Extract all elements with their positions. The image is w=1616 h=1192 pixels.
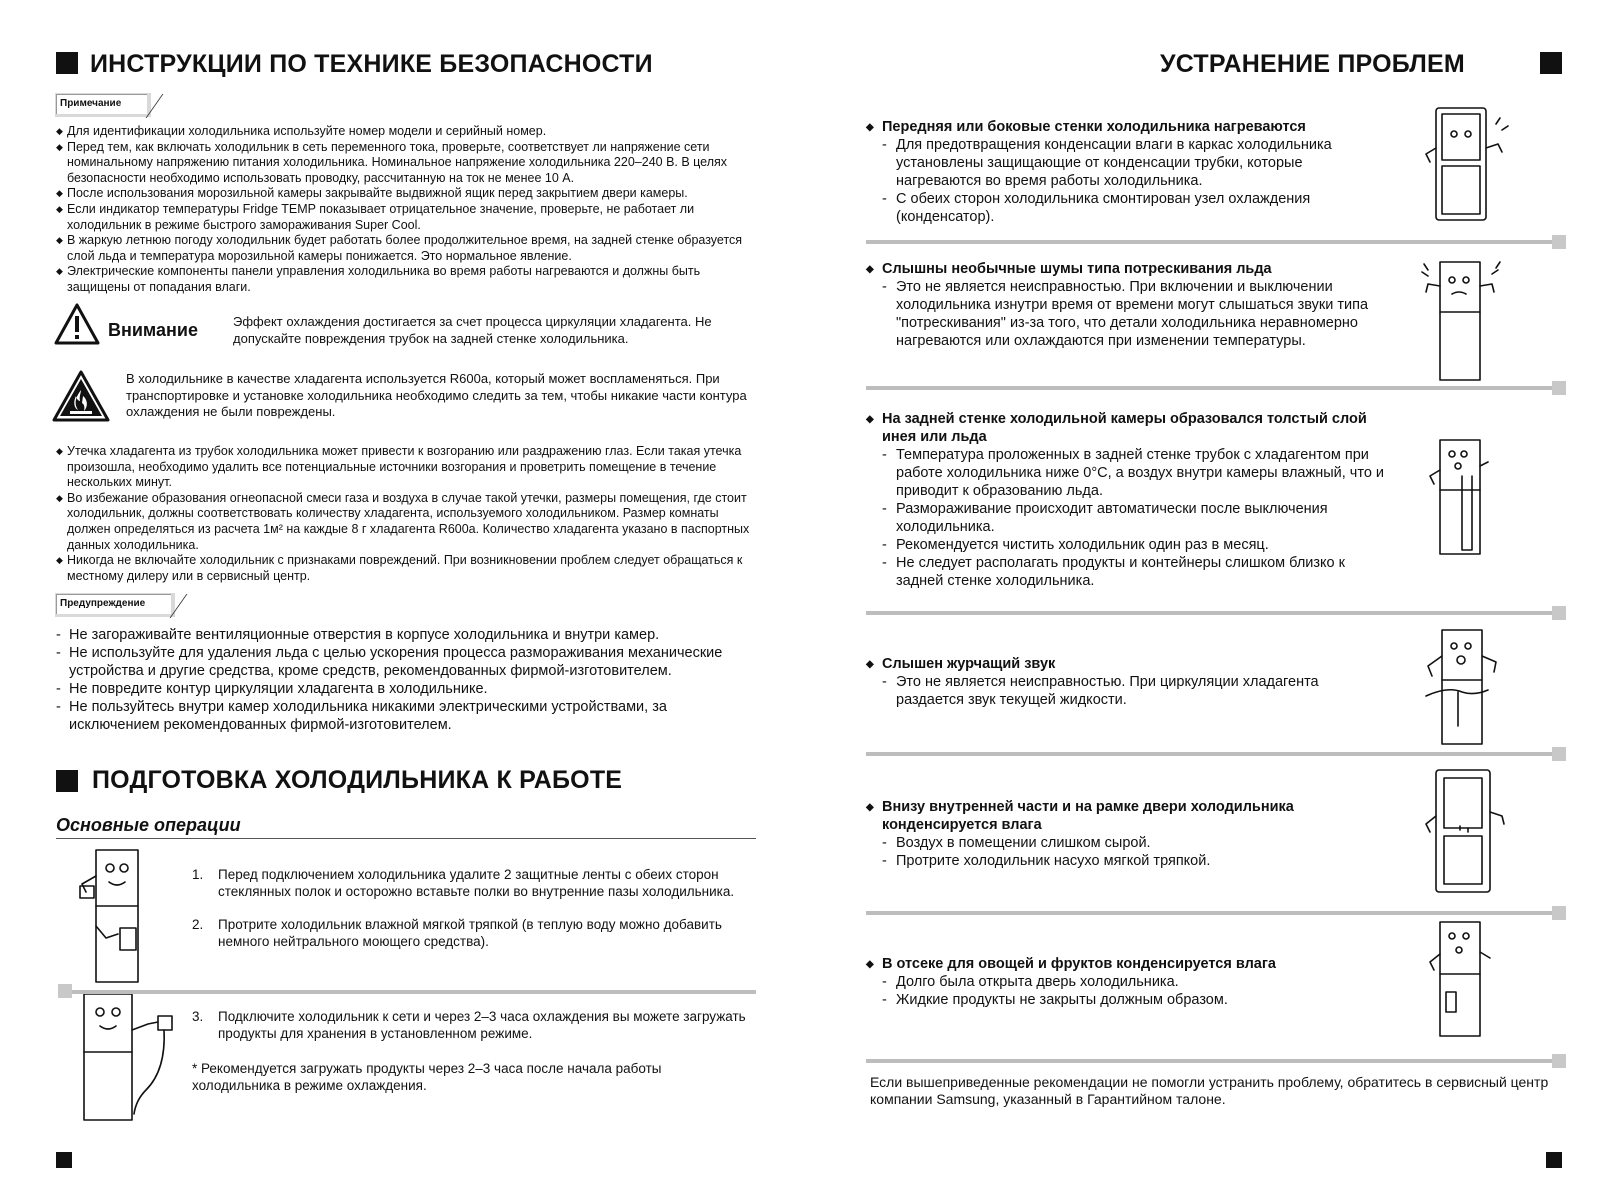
problem-line: - Для предотвращения конденсации влаги в каркас холодильника установлены защищающие от конденсации трубки, которые нагреваются во время работы холодильника. xyxy=(866,136,1386,190)
divider-marker xyxy=(1552,381,1566,395)
safety-title: ИНСТРУКЦИИ ПО ТЕХНИКЕ БЕЗОПАСНОСТИ xyxy=(90,50,653,78)
problem-title: ◆ Слышны необычные шумы типа потрескивания льда xyxy=(866,260,1386,278)
leak-item: ◆ Никогда не включайте холодильник с признаками повреждений. При возникновении проблем следует обращаться к местному дилеру или в сервисный центр. xyxy=(56,553,764,584)
warning-list xyxy=(54,626,744,734)
problem-divider xyxy=(866,1059,1566,1063)
section-marker xyxy=(56,770,78,792)
flammable-icon xyxy=(52,370,110,422)
problem-line: - Воздух в помещении слишком сырой. xyxy=(866,834,1386,852)
note-item: ◆ Электрические компоненты панели управления холодильника во время работы нагреваются и должны быть защищены от попадания влаги. xyxy=(56,264,756,295)
warning-item: - Не загораживайте вентиляционные отверстия в корпусе холодильника и внутри камер. xyxy=(54,626,744,644)
fridge-hot-illustration xyxy=(1420,104,1510,224)
problem-title: ◆ Внизу внутренней части и на рамке двери холодильника конденсируется влага xyxy=(866,798,1386,834)
step-item: 1. Перед подключением холодильника удалите 2 защитные ленты с обеих сторон стеклянных полок и осторожно вставьте полки во внутренние пазы холодильника. xyxy=(192,867,735,899)
recommend-note: * Рекомендуется загружать продукты через 2–3 часа после начала работы холодильника в режиме охлаждения. xyxy=(192,1061,662,1093)
problem-divider xyxy=(866,611,1566,615)
section-marker xyxy=(1540,52,1562,74)
leak-list xyxy=(56,444,764,584)
problem-divider xyxy=(866,386,1566,390)
fridge-frost-illustration xyxy=(1422,436,1502,558)
note-item: ◆ После использования морозильной камеры закрывайте выдвижной ящик перед закрытием двери камеры. xyxy=(56,186,756,202)
problem-line: - Не следует располагать продукты и контейнеры слишком близко к задней стенке холодильника. xyxy=(866,554,1386,590)
problem-line: - Долго была открыта дверь холодильника. xyxy=(866,973,1386,991)
problem-line: - Это не является неисправностью. При циркуляции хладагента раздается звук текущей жидкости. xyxy=(866,673,1386,709)
page-corner-marker xyxy=(1546,1152,1562,1168)
ops-title: Основные операции xyxy=(56,815,241,835)
problem-divider xyxy=(866,752,1566,756)
problem-title: ◆ Передняя или боковые стенки холодильника нагреваются xyxy=(866,118,1386,136)
note-item: ◆ Перед тем, как включать холодильник в сеть переменного тока, проверьте, соответствует ли напряжение сети номинальному напряжению питания холодильника. Номинальное напряжение холодильника 220–240 В. В целях безопасности необходимо использовать проводку, рассчитанную на ток не менее 10 А. xyxy=(56,140,756,187)
problem-title: ◆ На задней стенке холодильной камеры образовался толстый слой инея или льда xyxy=(866,410,1386,446)
problem-item xyxy=(866,955,1386,1009)
problem-item xyxy=(866,260,1386,350)
problem-line: - Температура проложенных в задней стенке трубок с хладагентом при работе холодильника ниже 0°С, а воздух внутри камеры влажный, что и приводит к образованию льда. xyxy=(866,446,1386,500)
step-divider xyxy=(58,990,756,994)
troubleshoot-title: УСТРАНЕНИЕ ПРОБЛЕМ xyxy=(1160,50,1465,78)
note-item: ◆ Для идентификации холодильника используйте номер модели и серийный номер. xyxy=(56,124,756,140)
divider-marker xyxy=(58,984,72,998)
section-marker xyxy=(56,52,78,74)
step-list xyxy=(192,866,762,950)
problem-line: - Это не является неисправностью. При включении и выключении холодильника изнутри время от времени могут слышаться звуки типа "потрескивания" из-за того, что детали холодильника неравномерно нагреваются или охлаждаются при изменении температуры. xyxy=(866,278,1386,350)
problem-line: - Жидкие продукты не закрыты должным образом. xyxy=(866,991,1386,1009)
divider-marker xyxy=(1552,1054,1566,1068)
service-footer: Если вышеприведенные рекомендации не помогли устранить проблему, обратитесь в сервисный центр компании Samsung, указанный в Гарантийном талоне. xyxy=(870,1074,1549,1107)
divider-marker xyxy=(1552,606,1566,620)
divider-marker xyxy=(1552,906,1566,920)
fridge-noise-illustration xyxy=(1418,256,1508,386)
leak-item: ◆ Во избежание образования огнеопасной смеси газа и воздуха в случае такой утечки, размеры помещения, где стоит холодильник, должны соответствовать количеству хладагента, используемого холодильником. Размер комнаты должен определяться из расчета 1м² на каждые 8 г хладагента R600a. Количество хладагента указано в паспортных данных холодильника. xyxy=(56,491,764,553)
fridge-condensation-illustration xyxy=(1420,766,1510,896)
problem-item xyxy=(866,655,1386,709)
fridge-gurgle-illustration xyxy=(1418,626,1508,748)
problem-line: - Размораживание происходит автоматически после выключения холодильника. xyxy=(866,500,1386,536)
flammable-text: В холодильнике в качестве хладагента используется R600a, который может воспламеняться. При транспортировке и установке холодильника необходимо следить за тем, чтобы никакие части контура охлаждения не были повреждены. xyxy=(126,371,747,419)
caution-text: Эффект охлаждения достигается за счет процесса циркуляции хладагента. Не допускайте повреждения трубок на задней стенке холодильника. xyxy=(233,314,712,346)
fridge-plug-illustration xyxy=(76,990,176,1125)
problem-item xyxy=(866,410,1386,590)
divider-marker xyxy=(1552,747,1566,761)
warning-triangle-icon xyxy=(54,303,100,345)
problem-item xyxy=(866,118,1386,226)
step-list-2 xyxy=(192,1008,752,1094)
note-list xyxy=(56,124,756,296)
problem-line: - Протрите холодильник насухо мягкой тряпкой. xyxy=(866,852,1386,870)
divider-marker xyxy=(1552,235,1566,249)
step-item: 3. Подключите холодильник к сети и через 2–3 часа охлаждения вы можете загружать продукты для хранения в установленном режиме. xyxy=(192,1009,746,1041)
warning-item: - Не повредите контур циркуляции хладагента в холодильнике. xyxy=(54,680,744,698)
fridge-vegetables-illustration xyxy=(1420,918,1500,1040)
step-item: 2. Протрите холодильник влажной мягкой тряпкой (в теплую воду можно добавить немного нейтрального моющего средства). xyxy=(192,917,722,949)
warning-item: - Не пользуйтесь внутри камер холодильника никакими электрическими устройствами, за исключением рекомендованных фирмой-изготовителем. xyxy=(54,698,744,734)
problem-divider xyxy=(866,240,1566,244)
problem-line: - Рекомендуется чистить холодильник один раз в месяц. xyxy=(866,536,1386,554)
problem-title: ◆ В отсеке для овощей и фруктов конденсируется влага xyxy=(866,955,1386,973)
leak-item: ◆ Утечка хладагента из трубок холодильника может привести к возгоранию или раздражению глаз. Если такая утечка произошла, необходимо удалить все потенциальные источники возгорания и проветрить помещение в течение нескольких минут. xyxy=(56,444,764,491)
fridge-character-illustration xyxy=(76,846,156,986)
note-tag: Примечание xyxy=(56,94,147,114)
warning-tag: Предупреждение xyxy=(56,594,171,614)
prep-title: ПОДГОТОВКА ХОЛОДИЛЬНИКА К РАБОТЕ xyxy=(92,766,623,794)
problem-title: ◆ Слышен журчащий звук xyxy=(866,655,1386,673)
problem-divider xyxy=(866,911,1566,915)
note-item: ◆ Если индикатор температуры Fridge TEMP показывает отрицательное значение, проверьте, не работает ли холодильник в режиме быстрого замораживания Super Cool. xyxy=(56,202,756,233)
caution-label: Внимание xyxy=(108,320,198,340)
problem-item xyxy=(866,798,1386,870)
problem-line: - С обеих сторон холодильника смонтирован узел охлаждения (конденсатор). xyxy=(866,190,1386,226)
page-corner-marker xyxy=(56,1152,72,1168)
warning-item: - Не используйте для удаления льда с целью ускорения процесса размораживания механические устройства и другие средства, кроме средств, рекомендованных фирмой-изготовителем. xyxy=(54,644,744,680)
note-item: ◆ В жаркую летнюю погоду холодильник будет работать более продолжительное время, на задней стенке образуется слой льда и температура морозильной камеры понижается. Это нормальное явление. xyxy=(56,233,756,264)
ops-underline xyxy=(56,838,756,839)
